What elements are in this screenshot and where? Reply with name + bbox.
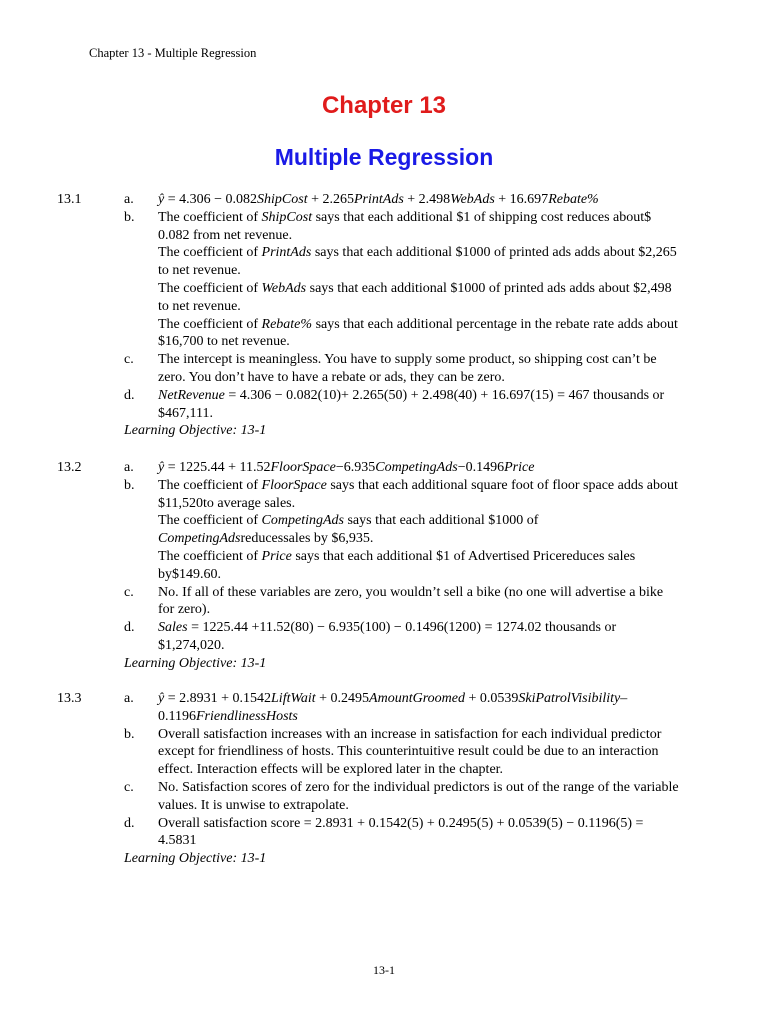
problem-13-1	[0, 191, 768, 440]
chapter-subtitle: Multiple Regression	[274, 144, 494, 170]
learning-objective: Learning Objective: 13-1	[124, 423, 267, 439]
page-number: 13-1	[373, 963, 395, 977]
part-a	[0, 191, 768, 209]
part-c	[0, 584, 768, 620]
part-text: Overall satisfaction score = 2.8931 + 0.1542(5) + 0.2495(5) + 0.0539(5) − 0.1196(5) = 4.5831	[158, 815, 644, 849]
part-d	[0, 387, 768, 423]
part-letter: d.	[124, 815, 135, 831]
part-d	[0, 815, 768, 851]
part-letter: d.	[124, 387, 135, 403]
part-text	[158, 477, 682, 584]
coefficient-note: The coefficient of PrintAds says that each additional $1000 of printed ads adds about $2,265 to net revenue.	[158, 245, 677, 279]
coefficient-note: The coefficient of Price says that each additional $1 of Advertised Pricereduces sales by$149.60.	[158, 548, 636, 582]
part-b	[0, 726, 768, 779]
coefficient-note: The coefficient of ShipCost says that each additional $1 of shipping cost reduces about$ 0.082 from net revenue.	[158, 209, 652, 243]
learning-objective: Learning Objective: 13-1	[124, 655, 267, 671]
regression-equation: ŷ = 2.8931 + 0.1542LiftWait + 0.2495AmountGroomed + 0.0539SkiPatrolVisibility– 0.1196FriendlinessHosts	[158, 691, 628, 724]
coefficient-note: The coefficient of Rebate% says that each additional percentage in the rebate rate adds about $16,700 to net revenue.	[158, 316, 678, 350]
part-d	[0, 619, 768, 655]
part-text: No. Satisfaction scores of zero for the individual predictors is out of the range of the variable values. It is unwise to extrapolate.	[158, 779, 679, 813]
part-text: NetRevenue = 4.306 − 0.082(10)+ 2.265(50) + 2.498(40) + 16.697(15) = 467 thousands or $467,111.	[158, 387, 665, 421]
coefficient-note: The coefficient of CompetingAds says that each additional $1000 of CompetingAdsreducessales by $6,935.	[158, 513, 539, 547]
part-b	[0, 477, 768, 584]
regression-equation: ŷ = 4.306 − 0.082ShipCost + 2.265PrintAds + 2.498WebAds + 16.697Rebate%	[158, 192, 599, 207]
problem-13-3	[0, 690, 768, 868]
part-letter: d.	[124, 620, 135, 636]
learning-objective: Learning Objective: 13-1	[124, 851, 267, 867]
part-b	[0, 209, 768, 351]
chapter-title: Chapter 13	[321, 92, 447, 119]
problem-13-2	[0, 459, 768, 673]
part-letter: a.	[124, 691, 134, 706]
part-a	[0, 459, 768, 477]
running-header: Chapter 13 - Multiple Regression	[89, 46, 257, 60]
part-letter: c.	[124, 779, 134, 795]
part-letter: b.	[124, 209, 135, 225]
part-text: The intercept is meaningless. You have to supply some product, so shipping cost can’t be zero. You don’t have to have a rebate or ads, they can be zero.	[158, 352, 657, 385]
part-letter: c.	[124, 352, 134, 368]
problem-number: 13.2	[57, 460, 82, 475]
part-letter: b.	[124, 726, 135, 742]
part-letter: a.	[124, 460, 134, 475]
part-text: Sales = 1225.44 +11.52(80) − 6.935(100) − 0.1496(1200) = 1274.02 thousands or $1,274,020.	[158, 620, 617, 653]
problem-number: 13.3	[57, 691, 82, 706]
part-letter: a.	[124, 192, 134, 207]
part-text: Overall satisfaction increases with an increase in satisfaction for each individual predictor except for friendliness of hosts. This counterintuitive result could be due to an interaction effect. Interaction effects will be explored later in the chapter.	[158, 726, 662, 778]
part-letter: c.	[124, 584, 134, 600]
coefficient-note: The coefficient of FloorSpace says that each additional square foot of floor space adds about $11,520to average sales.	[158, 477, 678, 511]
part-c	[0, 351, 768, 387]
part-a	[0, 690, 768, 726]
regression-equation: ŷ = 1225.44 + 11.52FloorSpace−6.935CompetingAds−0.1496Price	[158, 460, 535, 475]
problem-number: 13.1	[57, 192, 82, 207]
coefficient-note: The coefficient of WebAds says that each additional $1000 of printed ads adds about $2,498 to net revenue.	[158, 280, 672, 314]
part-letter: b.	[124, 477, 135, 493]
part-text	[158, 209, 682, 351]
part-text: No. If all of these variables are zero, you wouldn’t sell a bike (no one will advertise a bike for zero).	[158, 584, 664, 618]
part-c	[0, 779, 768, 815]
